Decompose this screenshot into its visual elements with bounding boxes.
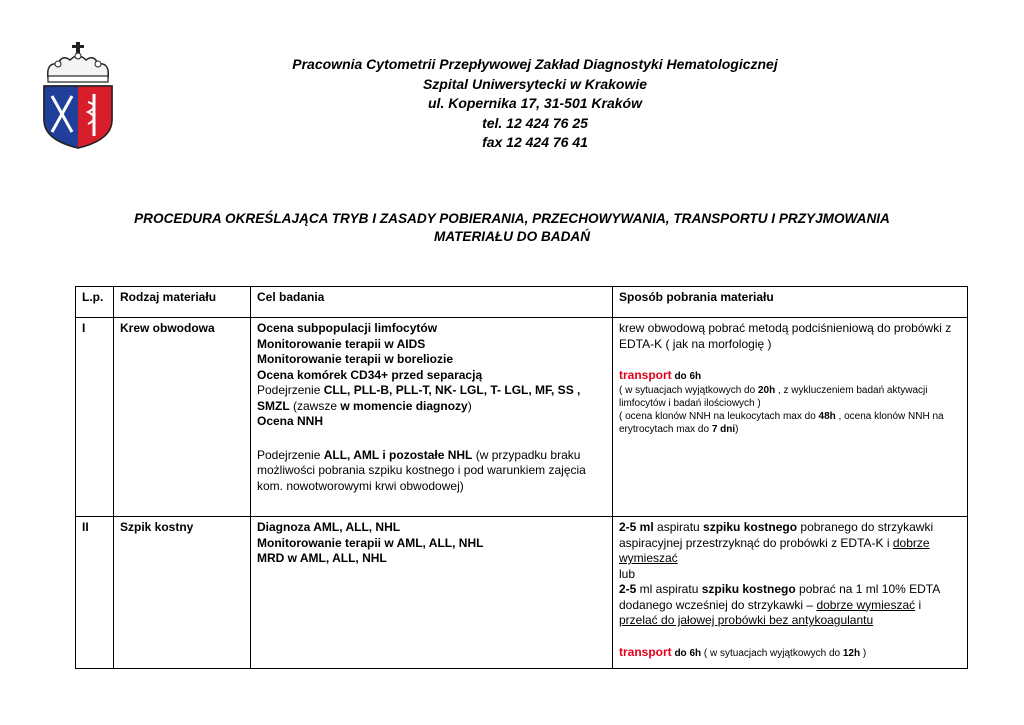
note-text: ) bbox=[860, 647, 867, 659]
header-line-hospital: Szpital Uniwersytecki w Krakowie bbox=[422, 75, 648, 92]
transfer-instruction: przelać do jałowej probówki bez antykoagulantu bbox=[619, 613, 874, 627]
purpose-line: Monitorowanie terapii w AML, ALL, NHL bbox=[257, 535, 484, 550]
purpose-line bbox=[257, 383, 606, 399]
row-material: Krew obwodowa bbox=[114, 318, 251, 517]
row-material: Szpik kostny bbox=[114, 517, 251, 669]
row-lp: I bbox=[76, 318, 114, 517]
row-method bbox=[613, 318, 968, 517]
transport-note bbox=[619, 384, 961, 410]
procedure-title-line1: PROCEDURA OKREŚLAJĄCA TRYB I ZASADY POBIERANIA, PRZECHOWYWANIA, TRANSPORTU I PRZYJMOWANIA bbox=[134, 211, 890, 226]
note-text: , z wykluczeniem badań aktywacji limfocytów i badań ilościowych ) bbox=[619, 384, 928, 409]
purpose-line: Ocena komórek CD34+ przed separacją bbox=[257, 367, 483, 382]
transport-time: do 6h bbox=[671, 647, 702, 659]
purpose-diagnosis: SMZL bbox=[257, 398, 290, 413]
purpose-line: Ocena NNH bbox=[257, 414, 324, 428]
purpose-line: Monitorowanie terapii w boreliozie bbox=[257, 352, 454, 366]
note-hours: 20h bbox=[757, 384, 776, 396]
note-hours: 12h bbox=[842, 647, 861, 659]
mix-instruction: dobrze wymieszać bbox=[619, 535, 930, 565]
header-material-type: Rodzaj materiału bbox=[114, 287, 251, 318]
transport-label: transport bbox=[619, 644, 672, 659]
method-paragraph bbox=[619, 582, 961, 629]
note-hours: 48h bbox=[818, 410, 836, 422]
header-line-lab: Pracownia Cytometrii Przepływowej Zakład Diagnostyki Hematologicznej bbox=[292, 56, 778, 72]
purpose-text: Podejrzenie bbox=[257, 447, 324, 462]
purpose-text: (zawsze bbox=[289, 398, 341, 413]
note-text: ( w sytuacjach wyjątkowych do bbox=[619, 384, 758, 396]
lab-header bbox=[200, 55, 870, 153]
material-emphasis: szpiku kostnego bbox=[703, 520, 798, 534]
row-purpose bbox=[251, 318, 613, 517]
transport-line bbox=[619, 645, 961, 661]
method-text: pobranego do strzykawki aspiracyjnej przestrzyknąć do probówki z EDTA-K i bbox=[619, 520, 934, 550]
nnh-note bbox=[619, 410, 961, 436]
header-line-address: ul. Kopernika 17, 31-501 Kraków bbox=[428, 95, 642, 111]
purpose-line: Monitorowanie terapii w AIDS bbox=[257, 336, 426, 351]
header-collection-method: Sposób pobrania materiału bbox=[613, 287, 968, 318]
volume: 2-5 bbox=[619, 582, 637, 596]
purpose-line: MRD w AML, ALL, NHL bbox=[257, 551, 387, 565]
purpose-text: Podejrzenie bbox=[257, 383, 324, 397]
method-text: aspiratu bbox=[653, 520, 704, 534]
procedure-title-line2: MATERIAŁU DO BADAŃ bbox=[433, 228, 591, 244]
note-text: ) bbox=[735, 423, 739, 435]
purpose-paragraph bbox=[257, 448, 606, 495]
transport-line bbox=[619, 368, 961, 384]
table-header-row bbox=[76, 287, 968, 318]
note-text: ( ocena klonów NNH na leukocytach max do bbox=[619, 410, 819, 422]
procedure-table bbox=[75, 286, 968, 669]
purpose-diagnoses: ALL, AML i pozostałe NHL bbox=[323, 447, 473, 462]
mix-instruction: dobrze wymieszać bbox=[816, 597, 916, 612]
note-text: , ocena klonów NNH na erytrocytach max do bbox=[619, 410, 944, 435]
purpose-emphasis: w momencie diagnozy bbox=[340, 398, 468, 413]
header-lp: L.p. bbox=[76, 287, 114, 318]
material-emphasis: szpiku kostnego bbox=[701, 582, 796, 596]
method-text: i bbox=[915, 597, 922, 612]
volume: 2-5 ml bbox=[619, 520, 654, 534]
method-or: lub bbox=[619, 566, 636, 581]
row-lp: II bbox=[76, 517, 114, 669]
procedure-title bbox=[100, 210, 924, 245]
table-row bbox=[76, 318, 968, 517]
purpose-line: Ocena subpopulacji limfocytów bbox=[257, 321, 438, 335]
purpose-line bbox=[257, 399, 606, 415]
header-line-phone: tel. 12 424 76 25 bbox=[482, 114, 588, 131]
method-text: ml aspiratu bbox=[636, 582, 702, 596]
purpose-diagnoses: CLL, PLL-B, PLL-T, NK- LGL, T- LGL, MF, SS , bbox=[323, 383, 581, 397]
method-paragraph bbox=[619, 520, 961, 567]
method-text: krew obwodową pobrać metodą podciśnieniową do probówki z EDTA-K ( jak na morfologię ) bbox=[619, 321, 952, 351]
row-method bbox=[613, 517, 968, 669]
purpose-line: Diagnoza AML, ALL, NHL bbox=[257, 520, 401, 534]
row-purpose bbox=[251, 517, 613, 669]
header-test-purpose: Cel badania bbox=[251, 287, 613, 318]
method-text: pobrać na 1 ml 10% EDTA dodanego wcześniej do strzykawki – bbox=[619, 582, 940, 612]
hospital-coat-of-arms-logo bbox=[38, 40, 118, 150]
transport-label: transport bbox=[619, 368, 672, 382]
table-row bbox=[76, 517, 968, 669]
purpose-text: (w przypadku braku możliwości pobrania szpiku kostnego i pod warunkiem zajęcia kom. nowotworowymi krwi obwodowej) bbox=[257, 447, 586, 493]
transport-time: do 6h bbox=[671, 371, 702, 382]
note-days: 7 dni bbox=[711, 423, 736, 435]
purpose-text: ) bbox=[467, 398, 472, 413]
header-line-fax: fax 12 424 76 41 bbox=[482, 134, 588, 150]
note-text: ( w sytuacjach wyjątkowych do bbox=[701, 647, 843, 659]
